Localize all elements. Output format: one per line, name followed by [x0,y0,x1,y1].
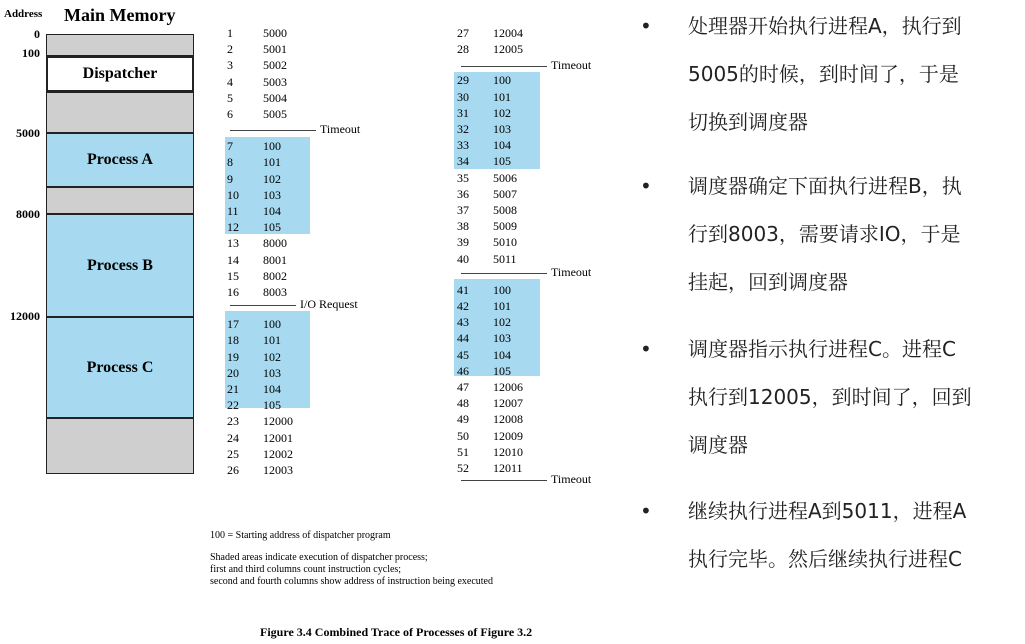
cycle-number: 21 [227,382,239,396]
cycle-number: 33 [457,138,469,153]
bullet-line: 执行到12005，到时间了，回到 [688,385,972,409]
memory-segment-tail [46,418,194,474]
cycle-number: 36 [457,186,469,201]
cycle-number: 25 [227,446,239,461]
memory-segment-os [46,34,194,56]
instruction-address: 5008 [493,203,517,217]
instruction-address: 5011 [493,251,517,266]
cycle-number: 4 [227,74,233,89]
instruction-address: 104 [493,138,511,153]
instruction-address: 101 [493,89,511,104]
instruction-address: 5004 [263,90,287,105]
cycle-number: 41 [457,282,469,297]
memory-segment-gap-2 [46,187,194,214]
instruction-address: 102 [493,315,511,330]
cycle-number: 15 [227,268,239,283]
address-column-label: Address [4,8,43,20]
bullet-line: 处理器开始执行进程A，执行到 [688,14,962,38]
cycle-number: 52 [457,461,469,475]
process-c-label: Process C [86,358,154,376]
note-columns-count: first and third columns count instruction cycles; [210,564,402,575]
cycle-number: 39 [457,235,469,250]
instruction-address: 103 [263,365,281,380]
instruction-address: 5002 [263,58,287,73]
instruction-address: 105 [493,154,511,169]
instruction-address: 5010 [493,235,517,250]
process-c-segment [46,317,194,418]
address-8000: 8000 [16,207,40,221]
process-b-label: Process B [87,256,153,274]
instruction-address: 102 [263,349,281,364]
cycle-number: 20 [227,365,239,380]
timeout-marker-2 [461,57,591,73]
bullet-line: 继续执行进程A到5011，进程A [688,499,967,523]
cycle-number: 16 [227,285,239,299]
cycle-number: 51 [457,444,469,459]
instruction-address: 103 [263,187,281,202]
instruction-address: 8002 [263,268,287,283]
instruction-address: 12002 [263,446,293,461]
dashed-line [461,66,547,67]
instruction-address: 104 [263,382,281,396]
memory-segment-gap-1 [46,92,194,133]
cycle-number: 45 [457,347,469,362]
bullet-dot: • [640,14,652,38]
memory-title: Main Memory [64,5,176,25]
cycle-number: 17 [227,317,239,332]
timeout-label: Timeout [551,58,592,72]
instruction-address: 5000 [263,26,287,40]
address-100: 100 [22,46,40,60]
timeout-label: Timeout [551,472,592,486]
instruction-address: 105 [263,220,281,235]
instruction-address: 8000 [263,236,287,251]
cycle-number: 19 [227,349,239,364]
instruction-address: 12003 [263,463,293,477]
instruction-address: 100 [263,317,281,332]
bullet-line: 切换到调度器 [688,110,808,134]
instruction-address: 100 [493,282,511,297]
cycle-number: 37 [457,203,469,217]
note-shaded-areas: Shaded areas indicate execution of dispatcher process; [210,552,428,563]
cycle-number: 31 [457,105,469,120]
process-a-label: Process A [87,151,153,168]
bullet-dot: • [640,499,652,523]
timeout-marker-3 [461,264,591,280]
instruction-address: 8003 [263,285,287,299]
cycle-number: 11 [227,204,239,218]
instruction-address: 12008 [493,412,523,427]
instruction-address: 5009 [493,219,517,234]
cycle-number: 12 [227,220,239,235]
instruction-address: 5007 [493,186,517,201]
instruction-address: 104 [263,204,281,218]
bullet-line: 挂起，回到调度器 [688,270,848,294]
instruction-address: 103 [493,331,511,346]
bullet-line: 调度器确定下面执行进程B，执 [688,174,962,198]
dashed-line [461,480,547,481]
cycle-number: 30 [457,89,469,104]
note-dispatcher-address: 100 = Starting address of dispatcher program [210,530,391,541]
instruction-address: 102 [263,171,281,186]
dispatcher-segment [46,56,194,92]
instruction-address: 101 [263,155,281,170]
cycle-number: 40 [457,251,469,266]
cycle-number: 1 [227,26,233,40]
cycle-number: 18 [227,333,239,348]
instruction-address: 105 [263,398,281,413]
instruction-address: 12006 [493,380,523,394]
bullet-line: 调度器 [688,433,748,457]
cycle-number: 7 [227,139,233,154]
instruction-address: 12005 [493,42,523,57]
instruction-address: 5001 [263,42,287,57]
cycle-number: 8 [227,155,233,170]
timeout-marker-4 [461,471,591,487]
dashed-line [461,273,547,274]
cycle-number: 22 [227,398,239,413]
instruction-address: 5006 [493,170,517,185]
cycle-number: 29 [457,73,469,88]
cycle-number: 35 [457,170,469,185]
bullet-line: 5005的时候，到时间了，于是 [688,62,959,86]
note-columns-address: second and fourth columns show address of instruction being executed [210,576,493,587]
cycle-number: 6 [227,107,233,121]
address-12000: 12000 [10,309,40,323]
address-5000: 5000 [16,126,40,140]
instruction-address: 12007 [493,396,523,411]
timeout-label: Timeout [551,265,592,279]
instruction-address: 103 [493,122,511,136]
timeout-label: Timeout [320,122,361,136]
cycle-number: 2 [227,42,233,57]
cycle-number: 26 [227,463,239,477]
cycle-number: 28 [457,42,469,57]
cycle-number: 5 [227,90,233,105]
timeout-marker-1 [230,121,360,137]
bullet-line: 执行完毕。然后继续执行进程C [688,547,962,571]
cycle-number: 9 [227,171,233,186]
cycle-number: 50 [457,428,469,443]
cycle-number: 32 [457,122,469,136]
bullet-line: 行到8003，需要请求IO，于是 [688,222,961,246]
dispatcher-label: Dispatcher [82,65,158,82]
instruction-address: 12000 [263,414,293,429]
cycle-number: 49 [457,412,469,427]
instruction-address: 102 [493,105,511,120]
cycle-number: 3 [227,58,233,73]
instruction-address: 12009 [493,428,523,443]
cycle-number: 10 [227,187,239,202]
bullet-dot: • [640,337,652,361]
address-0: 0 [34,27,40,41]
cycle-number: 43 [457,315,469,330]
bullet-line: 调度器指示执行进程C。进程C [688,337,956,361]
instruction-address: 105 [493,363,511,378]
instruction-address: 101 [493,299,511,313]
instruction-address: 12004 [493,26,523,40]
process-b-segment [46,214,194,317]
io-request-marker [230,296,358,312]
instruction-address: 101 [263,333,281,348]
dashed-line [230,305,296,306]
cycle-number: 13 [227,236,239,251]
cycle-number: 14 [227,252,239,267]
cycle-number: 38 [457,219,469,234]
figure-caption: Figure 3.4 Combined Trace of Processes of Figure 3.2 [260,625,533,639]
instruction-address: 5005 [263,107,287,121]
bullet-dot: • [640,174,652,198]
instruction-address: 5003 [263,74,287,89]
instruction-address: 12011 [493,461,523,475]
instruction-address: 100 [493,73,511,88]
instruction-address: 12010 [493,444,523,459]
cycle-number: 48 [457,396,469,411]
cycle-number: 34 [457,154,469,169]
cycle-number: 24 [227,430,239,445]
cycle-number: 46 [457,363,469,378]
cycle-number: 47 [457,380,469,394]
instruction-address: 104 [493,347,511,362]
instruction-address: 8001 [263,252,287,267]
process-a-segment [46,133,194,187]
instruction-address: 100 [263,139,281,154]
instruction-address: 12001 [263,430,293,445]
cycle-number: 23 [227,414,239,429]
cycle-number: 44 [457,331,469,346]
io-request-label: I/O Request [300,297,358,311]
dashed-line [230,130,316,131]
cycle-number: 27 [457,26,469,40]
cycle-number: 42 [457,299,469,313]
